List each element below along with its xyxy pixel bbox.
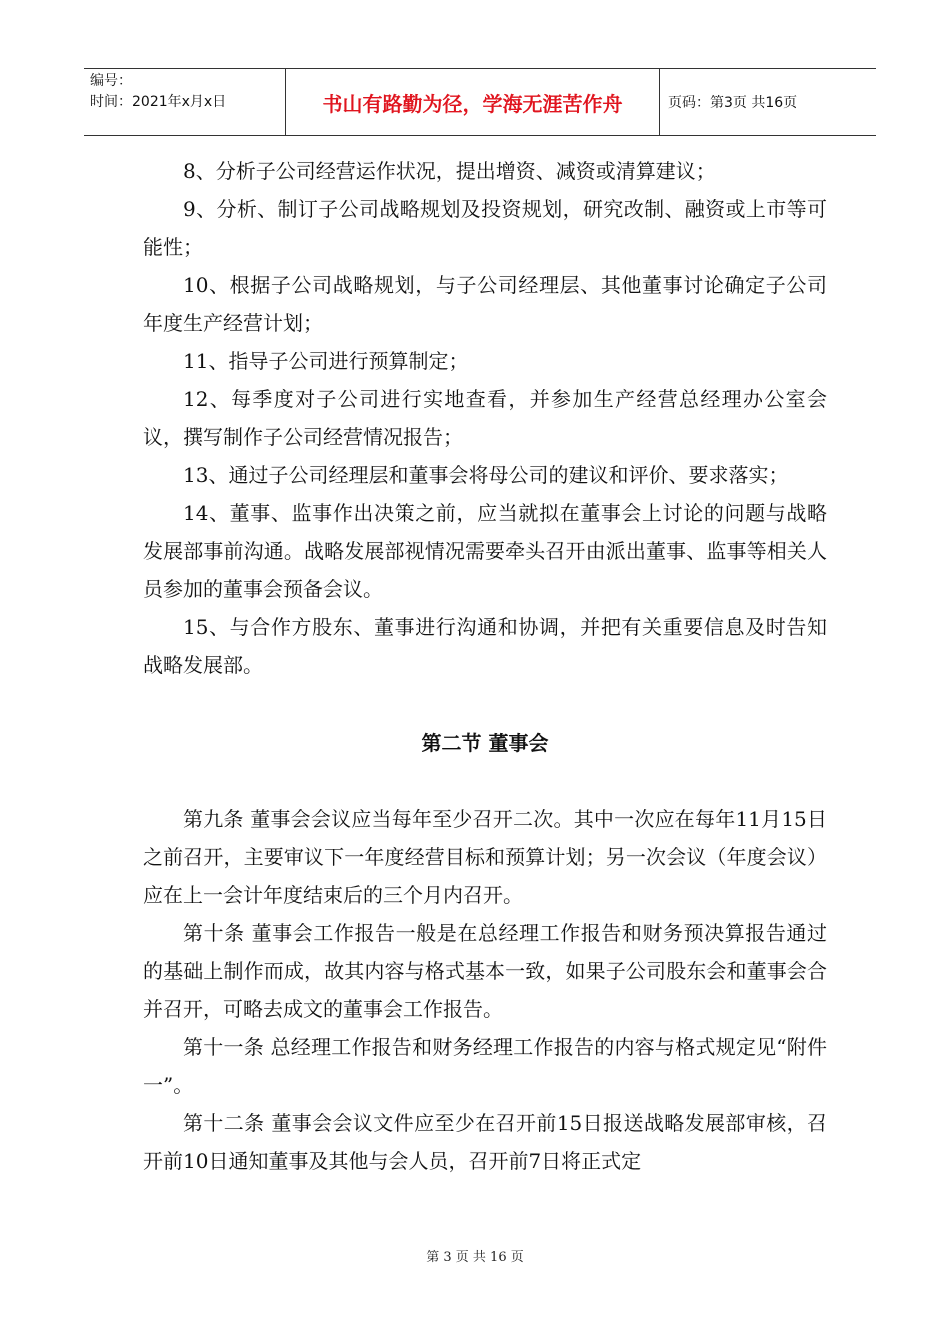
list-item: 8、分析子公司经营运作状况，提出增资、减资或清算建议； [183,159,716,183]
page-footer: 第 3 页 共 16 页 [426,1250,524,1265]
section-title: 第二节 董事会 [421,731,549,755]
article-paragraph: 第十条 董事会工作报告一般是在总经理工作报告和财务预决算报告通过的基础上制作而成，故其内容与格式基本一致，如果子公司股东会和董事会合并召开，可略去成文的董事会工作报告。 [143,921,827,1021]
article-paragraph: 第九条 董事会会议应当每年至少召开二次。其中一次应在每年11月15日之前召开，主要审议下一年度经营目标和预算计划；另一次会议（年度会议）应在上一会计年度结束后的三个月内召开。 [143,807,827,907]
document-time-label: 时间：2021年x月x日 [90,94,227,110]
list-item: 12、每季度对子公司进行实地查看，并参加生产经营总经理办公室会议，撰写制作子公司经营情况报告； [143,387,827,449]
page-header [84,68,876,136]
header-page-number: 页码：第3页 共16页 [668,95,798,111]
list-item: 13、通过子公司经理层和董事会将母公司的建议和评价、要求落实； [183,463,789,487]
header-info-cell [84,69,286,135]
list-item: 11、指导子公司进行预算制定； [183,349,469,373]
list-item: 9、分析、制订子公司战略规划及投资规划，研究改制、融资或上市等可能性； [143,197,827,259]
list-item: 10、根据子公司战略规划，与子公司经理层、其他董事讨论确定子公司年度生产经营计划； [143,273,827,335]
list-item: 15、与合作方股东、董事进行沟通和协调，并把有关重要信息及时告知战略发展部。 [143,615,827,677]
article-paragraph: 第十一条 总经理工作报告和财务经理工作报告的内容与格式规定见“附件一”。 [143,1035,827,1097]
list-item: 14、董事、监事作出决策之前，应当就拟在董事会上讨论的问题与战略发展部事前沟通。战略发展部视情况需要牵头召开由派出董事、监事等相关人员参加的董事会预备会议。 [143,501,827,601]
article-paragraph: 第十二条 董事会会议文件应至少在召开前15日报送战略发展部审核，召开前10日通知董事及其他与会人员，召开前7日将正式定 [143,1111,827,1173]
document-number-label: 编号： [90,73,132,89]
document-body [143,152,827,1180]
header-motto: 书山有路勤为径，学海无涯苦作舟 [286,69,660,135]
